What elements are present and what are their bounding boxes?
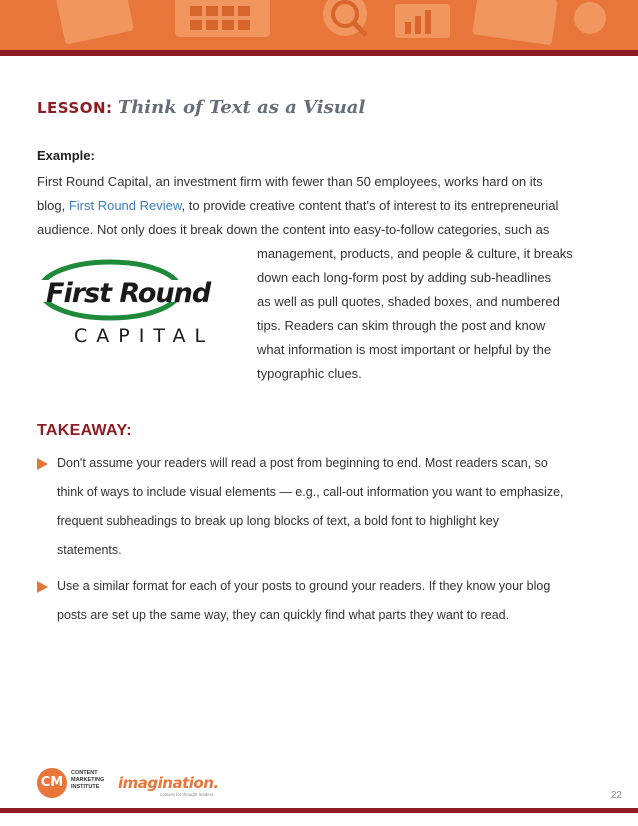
first-round-capital-logo bbox=[36, 256, 232, 356]
imagination-tagline: content for thought leaders bbox=[160, 792, 214, 797]
lesson-heading bbox=[37, 96, 365, 120]
cmi-mark: CM bbox=[37, 768, 67, 798]
logo-wordmark: First Round bbox=[46, 278, 211, 309]
cmi-line: CONTENT bbox=[71, 770, 98, 776]
example-line-suffix: , to provide creative content that's of interest to its entrepreneurial bbox=[181, 198, 559, 213]
cmi-line: INSTITUTE bbox=[71, 784, 100, 790]
example-line: tips. Readers can skim through the post and know bbox=[257, 318, 546, 333]
example-line: down each long-form post by adding sub-headlines bbox=[257, 270, 552, 285]
takeaway-bullet bbox=[37, 572, 607, 630]
takeaway-bullet bbox=[37, 449, 607, 565]
example-line: management, products, and people & culture, it breaks bbox=[257, 246, 573, 261]
bullet-line: think of ways to include visual elements — e.g., call-out information you want to emphasize, bbox=[57, 485, 564, 499]
example-line: First Round Capital, an investment firm with fewer than 50 employees, works hard on its bbox=[37, 174, 543, 189]
bullet-arrow-icon bbox=[37, 581, 48, 593]
header-rule bbox=[0, 50, 638, 56]
bullet-line: statements. bbox=[57, 543, 122, 557]
imagination-logo: imagination. bbox=[118, 774, 219, 792]
header-banner bbox=[0, 0, 638, 50]
bullet-line: posts are set up the same way, they can quickly find what parts they want to read. bbox=[57, 608, 510, 622]
bullet-text bbox=[37, 572, 607, 630]
first-round-review-link[interactable]: First Round Review bbox=[68, 198, 182, 213]
footer-rule bbox=[0, 808, 638, 813]
cmi-wordmark bbox=[71, 770, 104, 791]
takeaway-heading: TAKEAWAY: bbox=[37, 422, 132, 439]
example-label: Example: bbox=[37, 148, 95, 163]
bullet-line: Don't assume your readers will read a post from beginning to end. Most readers scan, so bbox=[57, 456, 548, 470]
example-line: what information is most important or helpful by the bbox=[257, 342, 552, 357]
bullet-line: frequent subheadings to break up long blocks of text, a bold font to highlight key bbox=[57, 514, 499, 528]
example-line-with-link bbox=[37, 194, 602, 218]
bullet-arrow-icon bbox=[37, 458, 48, 470]
example-line: as well as pull quotes, shaded boxes, and numbered bbox=[257, 294, 560, 309]
cmi-line: MARKETING bbox=[71, 777, 105, 783]
bullet-text bbox=[37, 449, 607, 565]
example-line-prefix: blog, bbox=[37, 198, 69, 213]
logo-capital: CAPITAL bbox=[74, 325, 215, 347]
example-line: typographic clues. bbox=[257, 366, 362, 381]
example-line: audience. Not only does it break down the content into easy-to-follow categories, such as bbox=[37, 222, 550, 237]
lesson-keyword: LESSON: bbox=[37, 99, 113, 117]
lesson-title: Think of Text as a Visual bbox=[117, 97, 366, 118]
bullet-line: Use a similar format for each of your posts to ground your readers. If they know your blog bbox=[57, 579, 551, 593]
banner-illustration bbox=[0, 0, 638, 50]
page-number: 22 bbox=[610, 790, 622, 801]
